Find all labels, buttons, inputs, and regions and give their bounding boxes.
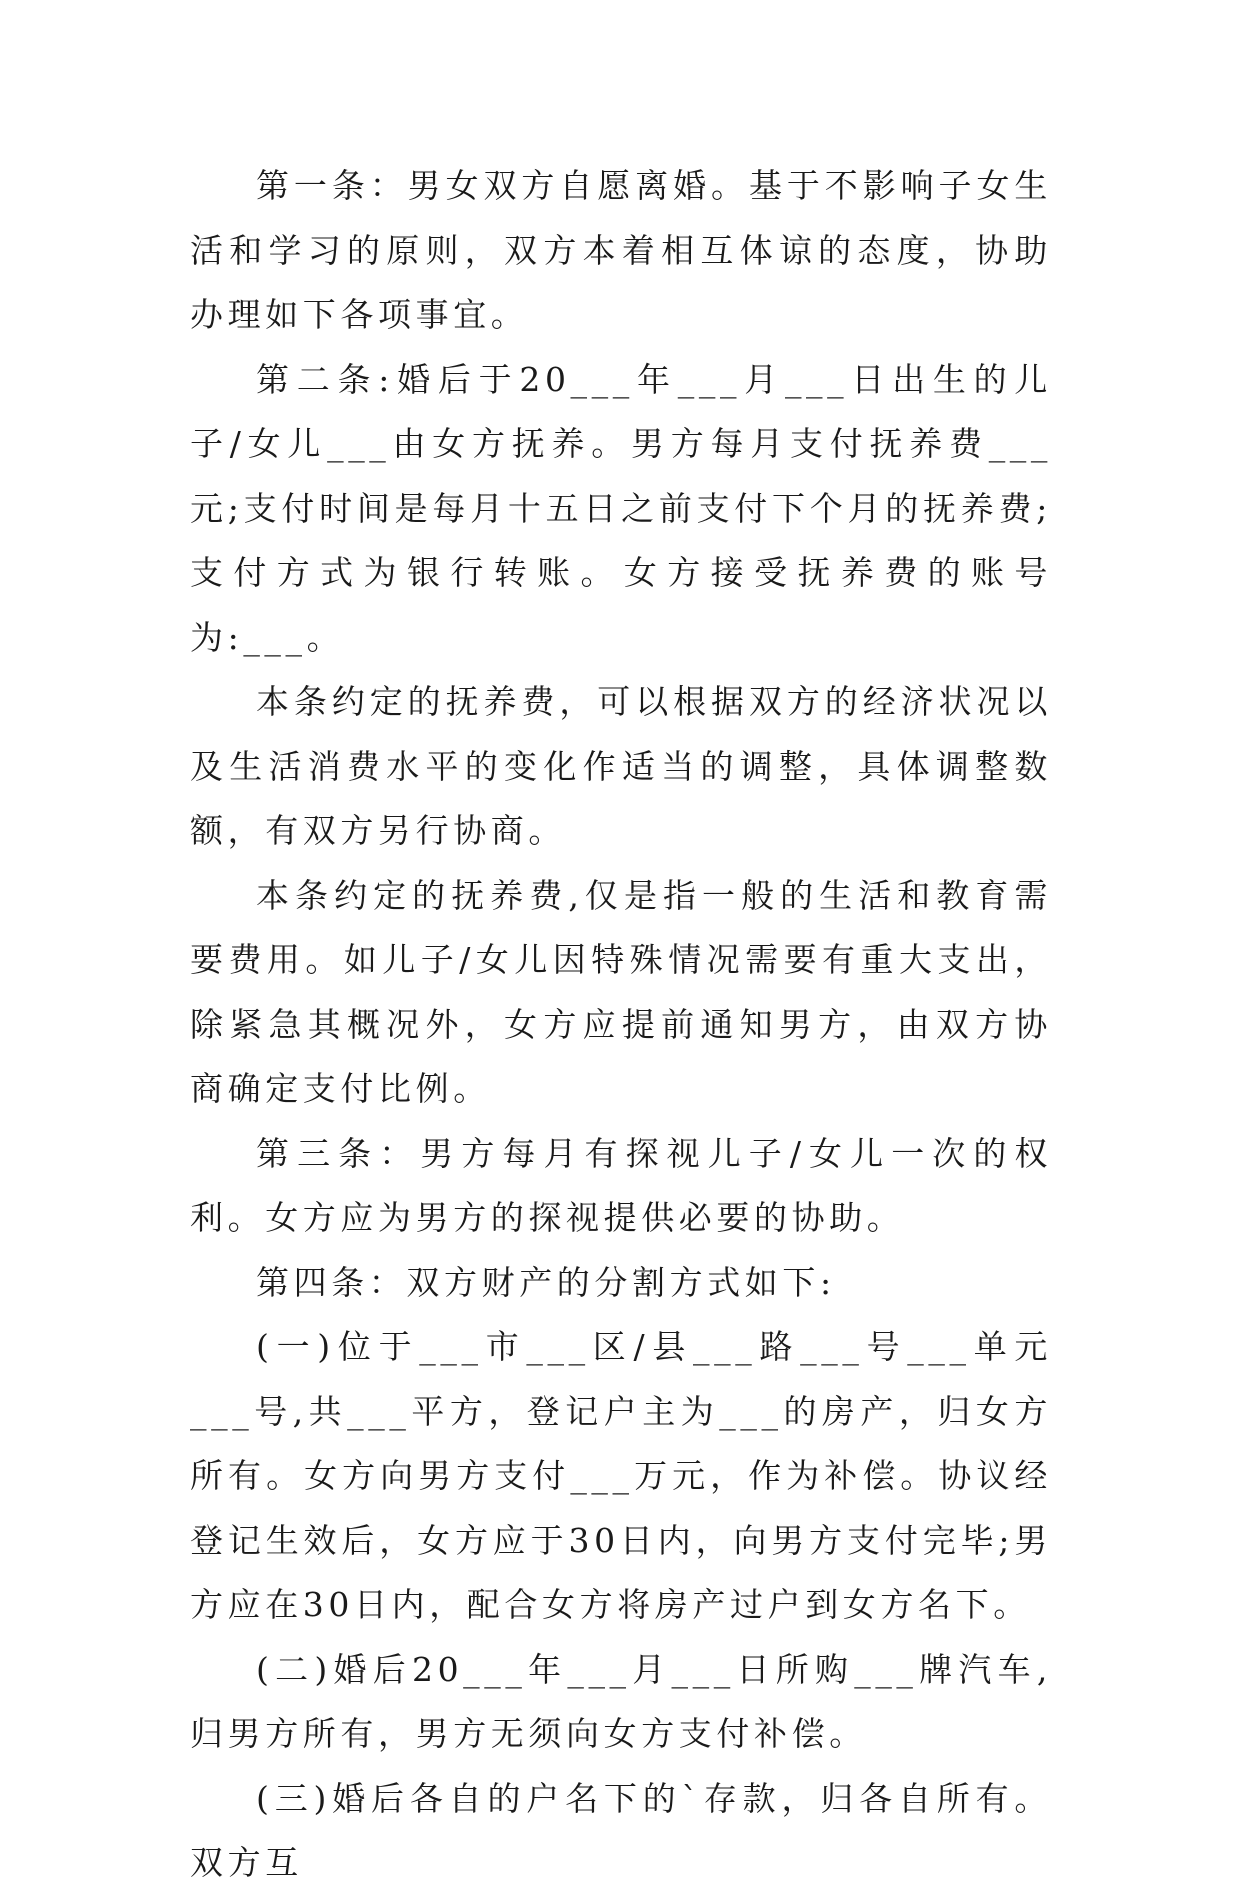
paragraph-support-adjustment: 本条约定的抚养费，可以根据双方的经济状况以及生活消费水平的变化作适当的调整，具体调整数额，有双方另行协商。 <box>190 682 1052 850</box>
document-body <box>190 154 1052 1896</box>
paragraph-article-4: 第四条：双方财产的分割方式如下: <box>256 1262 836 1302</box>
paragraph-article-2: 第二条:婚后于20___年___月___日出生的儿子/女儿___由女方抚养。男方每月支付抚养费___元;支付时间是每月十五日之前支付下个月的抚养费;支付方式为银行转账。女方接受抚养费的账号为:___。 <box>190 359 1052 657</box>
paragraph-property-car: (二)婚后20___年___月___日所购___牌汽车,归男方所有，男方无须向女方支付补偿。 <box>190 1649 1052 1753</box>
paragraph-article-3: 第三条：男方每月有探视儿子/女儿一次的权利。女方应为男方的探视提供必要的协助。 <box>190 1133 1052 1237</box>
paragraph-article-1: 第一条：男女双方自愿离婚。基于不影响子女生活和学习的原则，双方本着相互体谅的态度，协助办理如下各项事宜。 <box>190 166 1052 334</box>
paragraph-support-scope: 本条约定的抚养费,仅是指一般的生活和教育需要费用。如儿子/女儿因特殊情况需要有重大支出，除紧急其概况外，女方应提前通知男方，由双方协商确定支付比例。 <box>190 875 1052 1108</box>
paragraph-property-deposits: (三)婚后各自的户名下的`存款，归各自所有。双方互 <box>190 1778 1052 1882</box>
paragraph-property-house: (一)位于___市___区/县___路___号___单元___号,共___平方，登记户主为___的房产，归女方所有。女方向男方支付___万元，作为补偿。协议经登记生效后，女方应于30日内，向男方支付完毕;男方应在30日内，配合女方将房产过户到女方名下。 <box>190 1327 1052 1624</box>
